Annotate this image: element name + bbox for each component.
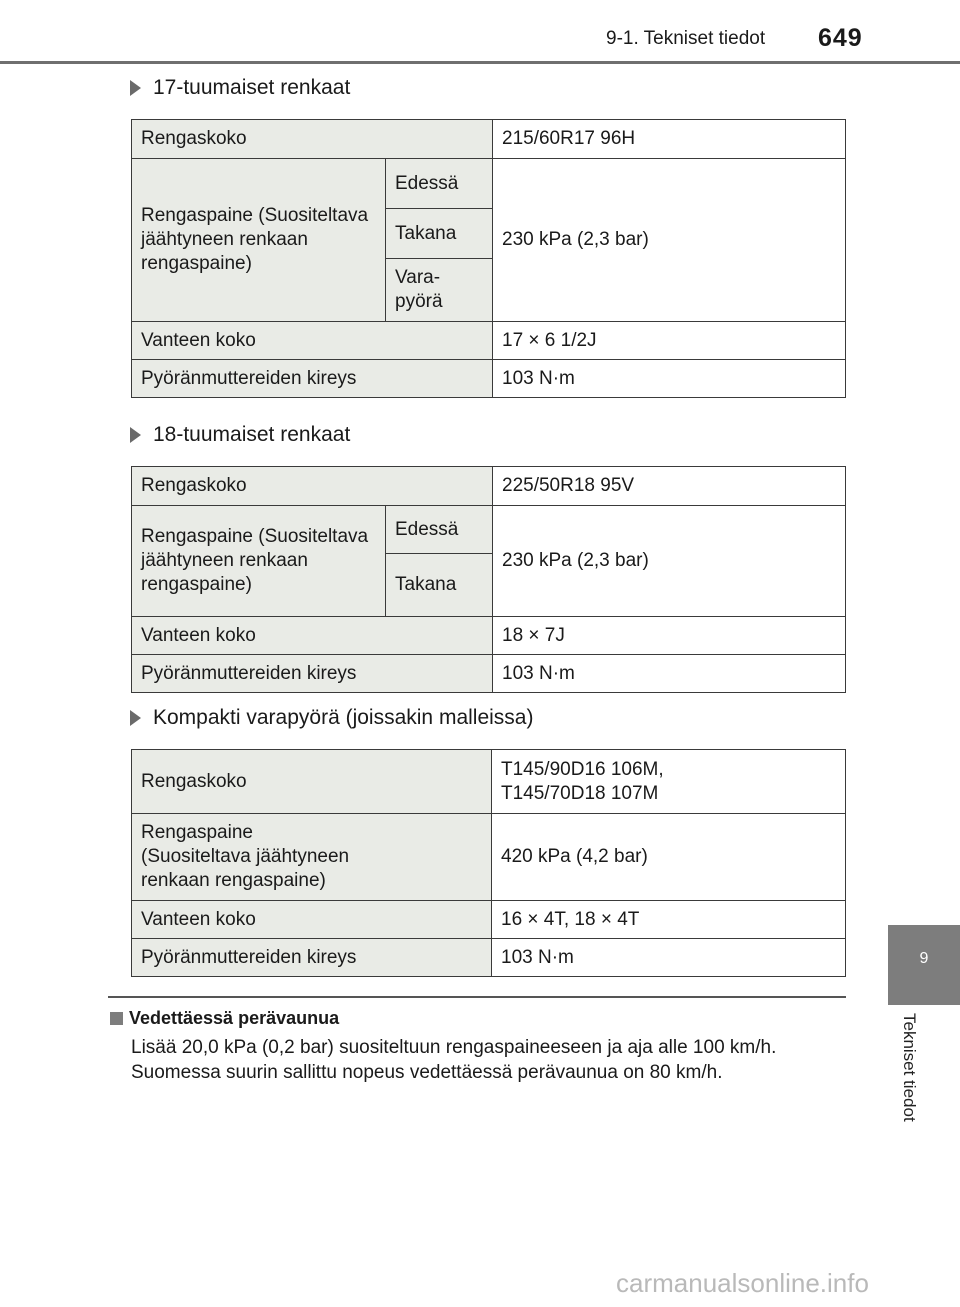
spec-table-compact-spare	[131, 749, 846, 977]
pressure-value: 230 kPa (2,3 bar)	[493, 159, 846, 322]
pressure-label: Rengaspaine (Suositeltava jäähtyneen renkaan rengaspaine)	[132, 159, 386, 322]
rim-size-value: 18 × 7J	[493, 617, 846, 655]
spec-table-18	[131, 466, 846, 693]
section-title-text: Kompakti varapyörä (joissakin malleissa)	[153, 706, 534, 729]
torque-label: Pyöränmuttereiden kireys	[132, 939, 492, 977]
torque-value: 103 N·m	[492, 939, 846, 977]
torque-value: 103 N·m	[493, 655, 846, 693]
tire-size-value: 215/60R17 96H	[493, 120, 846, 159]
triangle-bullet-icon	[130, 80, 141, 96]
position-rear: Takana	[386, 554, 493, 617]
section-title-text: 17-tuumaiset renkaat	[153, 76, 351, 99]
spec-table-17	[131, 119, 846, 398]
section-heading: 9-1. Tekniset tiedot	[606, 28, 766, 49]
watermark: carmanualsonline.info	[616, 1268, 869, 1298]
triangle-bullet-icon	[130, 427, 141, 443]
rim-size-value: 17 × 6 1/2J	[493, 322, 846, 360]
pressure-label: Rengaspaine (Suositeltava jäähtyneen renkaan rengaspaine)	[132, 506, 386, 617]
section-title-17	[130, 76, 350, 100]
tire-size-value: 225/50R18 95V	[493, 467, 846, 506]
tire-size-label: Rengaskoko	[132, 750, 492, 814]
triangle-bullet-icon	[130, 710, 141, 726]
torque-label: Pyöränmuttereiden kireys	[132, 655, 493, 693]
note-heading	[110, 1008, 339, 1029]
rim-size-label: Vanteen koko	[132, 901, 492, 939]
tire-size-label: Rengaskoko	[132, 120, 493, 159]
square-bullet-icon	[110, 1012, 123, 1025]
section-title-text: 18-tuumaiset renkaat	[153, 423, 351, 446]
position-front: Edessä	[386, 506, 493, 554]
torque-label: Pyöränmuttereiden kireys	[132, 360, 493, 398]
note-divider	[108, 996, 846, 998]
page-number: 649	[818, 24, 863, 52]
position-spare: Vara- pyörä	[386, 259, 493, 322]
position-rear: Takana	[386, 209, 493, 259]
position-front: Edessä	[386, 159, 493, 209]
section-title-compact-spare	[130, 706, 533, 730]
rim-size-label: Vanteen koko	[132, 322, 493, 360]
torque-value: 103 N·m	[493, 360, 846, 398]
note-body: Lisää 20,0 kPa (0,2 bar) suositeltuun rengaspaineeseen ja aja alle 100 km/h. Suomessa suurin sallittu nopeus vedettäessä perävaunua on 80 km/h.	[131, 1037, 777, 1083]
note-heading-text: Vedettäessä perävaunua	[129, 1008, 340, 1028]
rim-size-label: Vanteen koko	[132, 617, 493, 655]
pressure-value: 230 kPa (2,3 bar)	[493, 506, 846, 617]
chapter-number: 9	[919, 950, 929, 967]
pressure-label: Rengaspaine (Suositeltava jäähtyneen renkaan rengaspaine)	[132, 814, 492, 901]
tire-size-label: Rengaskoko	[132, 467, 493, 506]
section-title-18	[130, 423, 350, 447]
rim-size-value: 16 × 4T, 18 × 4T	[492, 901, 846, 939]
header-rule	[0, 61, 960, 64]
chapter-label: Tekniset tiedot	[900, 1013, 919, 1122]
tire-size-value: T145/90D16 106M, T145/70D18 107M	[492, 750, 846, 814]
pressure-value: 420 kPa (4,2 bar)	[492, 814, 846, 901]
